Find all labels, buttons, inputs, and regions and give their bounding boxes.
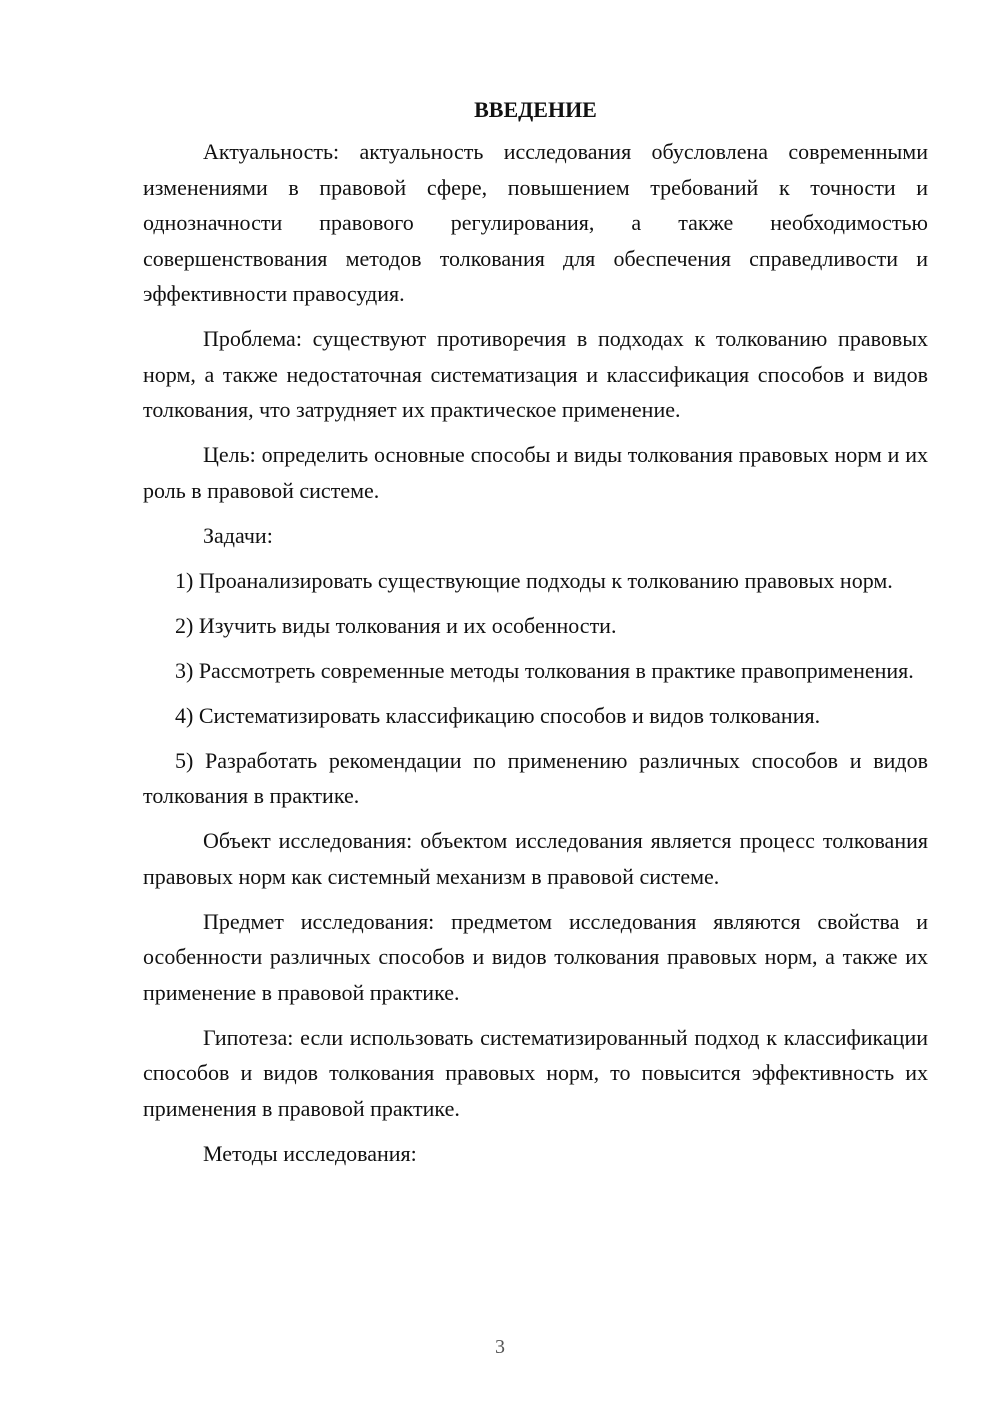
page-content xyxy=(143,92,928,1181)
paragraph-hypothesis: Гипотеза: если использовать систематизированный подход к классификации способов и видов толкования правовых норм, то повысится эффективность их применения в правовой практике. xyxy=(143,1024,928,1121)
paragraph-object: Объект исследования: объектом исследования является процесс толкования правовых норм как системный механизм в правовой системе. xyxy=(143,828,928,889)
task-item: 5) Разработать рекомендации по применению различных способов и видов толкования в практике. xyxy=(143,747,928,808)
paragraph-methods-label: Методы исследования: xyxy=(203,1140,417,1166)
task-item: 1) Проанализировать существующие подходы к толкованию правовых норм. xyxy=(175,567,893,593)
paragraph-problem: Проблема: существуют противоречия в подходах к толкованию правовых норм, а также недостаточная систематизация и классификация способов и видов толкования, что затрудняет их практическое применение. xyxy=(143,326,928,422)
task-item: 3) Рассмотреть современные методы толкования в практике правоприменения. xyxy=(175,657,914,683)
paragraph-tasks-label: Задачи: xyxy=(203,522,273,548)
section-heading: ВВЕДЕНИЕ xyxy=(474,97,597,122)
paragraph-goal: Цель: определить основные способы и виды толкования правовых норм и их роль в правовой системе. xyxy=(143,442,928,503)
paragraph-relevance: Актуальность: актуальность исследования обусловлена современными изменениями в правовой сфере, повышением требований к точности и однозначности правового регулирования, а также необходимостью совершенствования методов толкования для обеспечения справедливости и эффективности правосудия. xyxy=(143,139,928,306)
page-number: 3 xyxy=(495,1336,505,1358)
task-item: 4) Систематизировать классификацию способов и видов толкования. xyxy=(175,702,821,728)
paragraph-subject: Предмет исследования: предметом исследования являются свойства и особенности различных способов и видов толкования правовых норм, а также их применение в правовой практике. xyxy=(143,908,928,1005)
task-item: 2) Изучить виды толкования и их особенности. xyxy=(175,612,617,638)
